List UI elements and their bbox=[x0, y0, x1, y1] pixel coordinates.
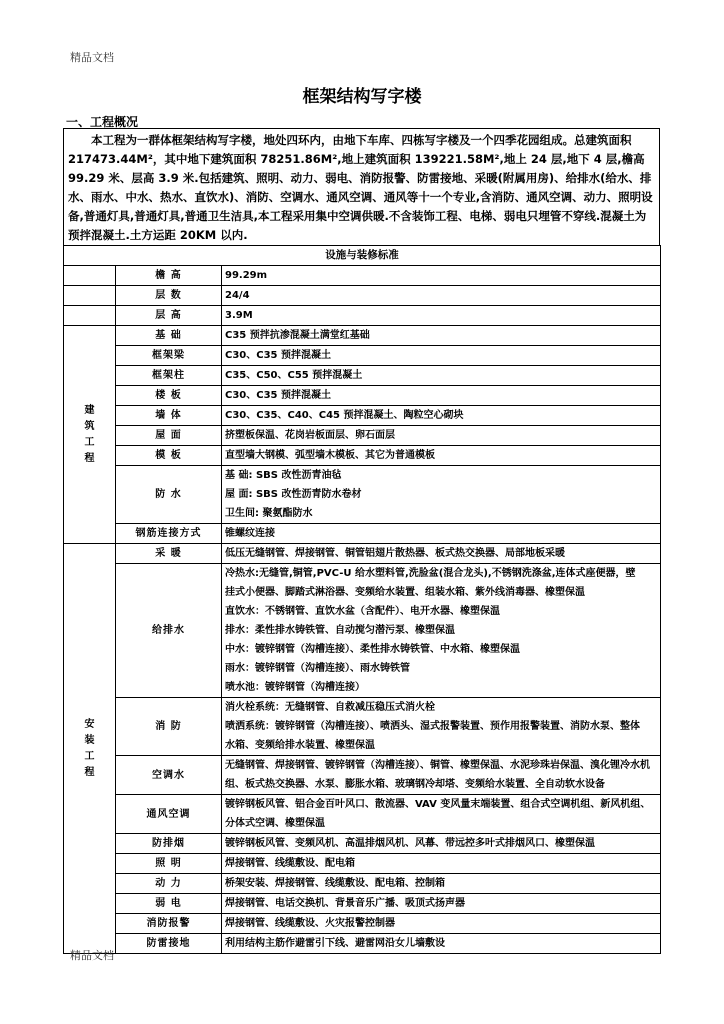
table-row bbox=[64, 386, 661, 406]
table-row bbox=[64, 406, 661, 426]
row-value bbox=[222, 874, 661, 894]
empty-cell bbox=[64, 286, 116, 306]
table-row bbox=[64, 934, 661, 954]
value-line: 中水：镀锌钢管（沟槽连接）、柔性排水铸铁管、中水箱、橡塑保温 bbox=[225, 644, 520, 655]
row-label: 防排烟 bbox=[116, 834, 222, 854]
value-line: 组、板式热交换器、水泵、膨胀水箱、玻璃钢冷却塔、变频给水装置、全自动软水设备 bbox=[225, 779, 605, 790]
table-row bbox=[64, 854, 661, 874]
value-line: 挤塑板保温、花岗岩板面层、卵石面层 bbox=[225, 430, 395, 441]
empty-cell bbox=[64, 306, 116, 326]
project-overview bbox=[63, 128, 660, 245]
row-value bbox=[222, 326, 661, 346]
row-value bbox=[222, 698, 661, 756]
row-label: 采 暖 bbox=[116, 544, 222, 564]
row-label: 层 数 bbox=[116, 286, 222, 306]
value-line: 锥螺纹连接 bbox=[225, 528, 275, 539]
category-char: 安 bbox=[84, 718, 95, 730]
table-row bbox=[64, 466, 661, 524]
row-value bbox=[222, 406, 661, 426]
value-line: 利用结构主筋作避雷引下线、避雷网沿女儿墙敷设 bbox=[225, 938, 445, 949]
value-line: 直型墙大钢模、弧型墙木模板、其它为普通模板 bbox=[225, 450, 435, 461]
row-value bbox=[222, 756, 661, 795]
category-architecture bbox=[64, 326, 116, 544]
category-char: 装 bbox=[84, 734, 95, 746]
row-label: 基 础 bbox=[116, 326, 222, 346]
table-row bbox=[64, 564, 661, 698]
row-label: 弱 电 bbox=[116, 894, 222, 914]
category-char: 程 bbox=[84, 452, 95, 464]
footer-watermark: 精品文档 bbox=[70, 949, 114, 962]
value-line: 冷热水:无缝管,铜管,PVC-U 给水塑料管,洗脸盆(混合龙头),不锈钢洗涤盆,连体式座便器，壁 bbox=[225, 568, 636, 579]
row-label: 框架梁 bbox=[116, 346, 222, 366]
value-line: 直饮水：不锈钢管、直饮水盆（含配件）、电开水器、橡塑保温 bbox=[225, 606, 500, 617]
table-row bbox=[64, 366, 661, 386]
value-line: 分体式空调、橡塑保温 bbox=[225, 818, 325, 829]
value-line: 焊接钢管、线缆敷设、配电箱 bbox=[225, 858, 355, 869]
row-label: 消 防 bbox=[116, 698, 222, 756]
category-char: 筑 bbox=[84, 420, 95, 432]
value-line: C35、C50、C55 预拌混凝土 bbox=[225, 370, 363, 381]
value-line: C30、C35 预拌混凝土 bbox=[225, 390, 331, 401]
row-label: 框架柱 bbox=[116, 366, 222, 386]
category-char: 程 bbox=[84, 766, 95, 778]
value-line: 无缝钢管、焊接钢管、镀锌钢管（沟槽连接）、铜管、橡塑保温、水泥珍珠岩保温、溴化锂冷水机 bbox=[225, 760, 650, 771]
value-line: 基 础: SBS 改性沥青油毡 bbox=[225, 470, 342, 481]
table-row bbox=[64, 914, 661, 934]
table-row bbox=[64, 756, 661, 795]
row-value bbox=[222, 834, 661, 854]
value-line: C30、C35、C40、C45 预拌混凝土、陶粒空心砌块 bbox=[225, 410, 464, 421]
table-row bbox=[64, 894, 661, 914]
table-header: 设施与装修标准 bbox=[64, 246, 661, 266]
row-label: 防雷接地 bbox=[116, 934, 222, 954]
table-row bbox=[64, 698, 661, 756]
category-char: 建 bbox=[84, 404, 95, 416]
value-line: 屋 面: SBS 改性沥青防水卷材 bbox=[225, 489, 362, 500]
row-value bbox=[222, 426, 661, 446]
table-row bbox=[64, 795, 661, 834]
row-value bbox=[222, 466, 661, 524]
row-label: 层 高 bbox=[116, 306, 222, 326]
table-row bbox=[64, 446, 661, 466]
spec-document bbox=[63, 128, 660, 954]
row-label: 钢筋连接方式 bbox=[116, 524, 222, 544]
row-label: 消防报警 bbox=[116, 914, 222, 934]
table-row bbox=[64, 286, 661, 306]
row-value bbox=[222, 894, 661, 914]
value-line: 镀锌钢板风管、铝合金百叶风口、散流器、VAV 变风量末端装置、组合式空调机组、新风机组、 bbox=[225, 799, 651, 810]
row-label: 通风空调 bbox=[116, 795, 222, 834]
row-value bbox=[222, 854, 661, 874]
row-value bbox=[222, 446, 661, 466]
category-char: 工 bbox=[84, 750, 95, 762]
value-line: 消火栓系统：无缝钢管、自救减压稳压式消火栓 bbox=[225, 702, 435, 713]
value-line: 水箱、变频给排水装置、橡塑保温 bbox=[225, 740, 375, 751]
row-value: 3.9M bbox=[222, 306, 661, 326]
row-value bbox=[222, 524, 661, 544]
table-row bbox=[64, 326, 661, 346]
empty-cell bbox=[64, 266, 116, 286]
value-line: 焊接钢管、线缆敷设、火灾报警控制器 bbox=[225, 918, 395, 929]
value-line: 桥架安装、焊接钢管、线缆敷设、配电箱、控制箱 bbox=[225, 878, 445, 889]
value-line: 喷水池：镀锌钢管（沟槽连接） bbox=[225, 682, 365, 693]
table-row bbox=[64, 426, 661, 446]
value-line: 排水：柔性排水铸铁管、自动搅匀潜污泵、橡塑保温 bbox=[225, 625, 455, 636]
row-value: 24/4 bbox=[222, 286, 661, 306]
row-label: 屋 面 bbox=[116, 426, 222, 446]
row-value bbox=[222, 795, 661, 834]
row-label: 照 明 bbox=[116, 854, 222, 874]
row-label: 空调水 bbox=[116, 756, 222, 795]
row-value bbox=[222, 386, 661, 406]
value-line: 雨水：镀锌钢管（沟槽连接）、雨水铸铁管 bbox=[225, 663, 410, 674]
table-row bbox=[64, 874, 661, 894]
row-value: 99.29m bbox=[222, 266, 661, 286]
table-row bbox=[64, 266, 661, 286]
value-line: 镀锌钢板风管、变频风机、高温排烟风机、风幕、带远控多叶式排烟风口、橡塑保温 bbox=[225, 838, 595, 849]
row-value bbox=[222, 564, 661, 698]
value-line: 低压无缝钢管、焊接钢管、铜管铝翅片散热器、板式热交换器、局部地板采暖 bbox=[225, 548, 565, 559]
facility-standard-table bbox=[63, 245, 661, 954]
table-row bbox=[64, 524, 661, 544]
table-row bbox=[64, 544, 661, 564]
table-row bbox=[64, 306, 661, 326]
value-line: 卫生间: 聚氨酯防水 bbox=[225, 508, 313, 519]
row-label: 墙 体 bbox=[116, 406, 222, 426]
row-value bbox=[222, 934, 661, 954]
row-label: 檐 高 bbox=[116, 266, 222, 286]
value-line: C30、C35 预拌混凝土 bbox=[225, 350, 331, 361]
table-row bbox=[64, 834, 661, 854]
row-label: 楼 板 bbox=[116, 386, 222, 406]
value-line: 喷洒系统：镀锌钢管（沟槽连接）、喷洒头、湿式报警装置、预作用报警装置、消防水泵、整体 bbox=[225, 721, 640, 732]
section-heading-overview: 一、工程概况 bbox=[66, 115, 139, 129]
header-watermark: 精品文档 bbox=[70, 51, 114, 64]
value-line: C35 预拌抗渗混凝土满堂红基础 bbox=[225, 330, 370, 341]
category-installation bbox=[64, 544, 116, 954]
row-value bbox=[222, 346, 661, 366]
category-char: 工 bbox=[84, 436, 95, 448]
table-row bbox=[64, 346, 661, 366]
row-label: 动 力 bbox=[116, 874, 222, 894]
row-label: 模 板 bbox=[116, 446, 222, 466]
row-value bbox=[222, 366, 661, 386]
table-header-row bbox=[64, 246, 661, 266]
document-title: 框架结构写字楼 bbox=[302, 87, 422, 107]
row-value bbox=[222, 914, 661, 934]
row-value bbox=[222, 544, 661, 564]
row-label: 防 水 bbox=[116, 466, 222, 524]
row-label: 给排水 bbox=[116, 564, 222, 698]
value-line: 焊接钢管、电话交换机、背景音乐广播、吸顶式扬声器 bbox=[225, 898, 465, 909]
value-line: 挂式小便器、脚踏式淋浴器、变频给水装置、组装水箱、紫外线消毒器、橡塑保温 bbox=[225, 587, 585, 598]
overview-paragraph: 本工程为一群体框架结构写字楼，地处四环内，由地下车库、四栋写字楼及一个四季花园组成。总建筑面积 217473.44M²，其中地下建筑面积 78251.86M²,地上建筑面积 139221.58M²,地上 24 层,地下 4 层,檐高 99.29 米、层高 3.9 米.包括建筑、照明、动力、弱电、消防报警、防雷接地、采暖(附属用房)、给排水(给水、排水、雨水、中水、热水、直饮水)、消防、空调水、通风空调、通风等十一个专业,含消防、通风空调、动力、照明设备,普通灯具,普通灯具,普通卫生洁具,本工程采用集中空调供暖.不含装饰工程、电梯、弱电只埋管不穿线.混凝土为预拌混凝土.土方运距 20KM 以内. bbox=[68, 133, 653, 242]
